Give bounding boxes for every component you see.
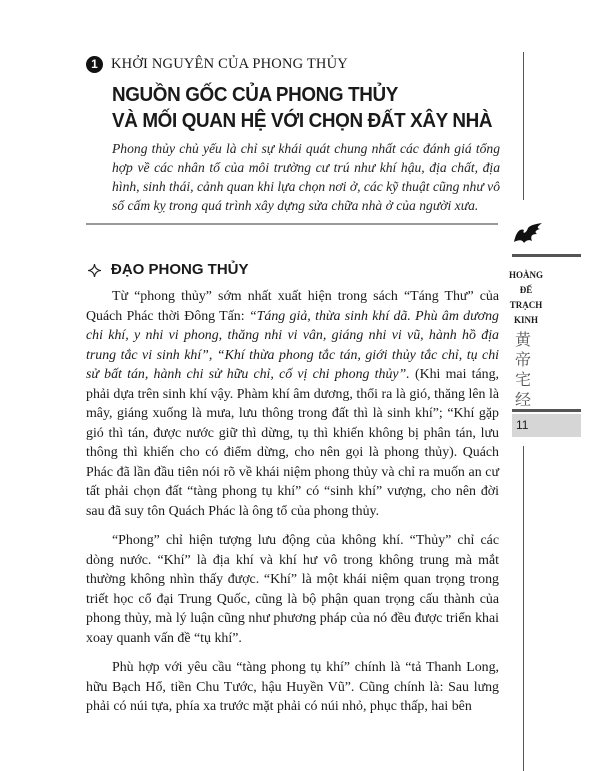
body-text (86, 287, 499, 717)
sidebar-bar-bottom (512, 409, 581, 412)
chinese-char: 帝 (514, 350, 531, 369)
book-title-word: HOÀNG (508, 270, 543, 280)
book-title-word: KINH (513, 315, 538, 325)
sidebar-line-top (523, 52, 524, 200)
chinese-char: 黄 (514, 330, 531, 349)
sidebar-bar-top (512, 254, 581, 257)
page-title (112, 82, 500, 134)
book-title (506, 268, 546, 328)
intro-paragraph: Phong thủy chủ yếu là chỉ sự khái quát chung nhất các đánh giá tổng hợp về các nhân tố của môi trường cư trú như khí hậu, địa chất, địa hình, sinh thái, cảnh quan khi lựa chọn nơi ở, các kỹ thuật cũng như vô số cấm kỵ trong quá trình xây dựng sửa chữa nhà ở của người xưa. (112, 141, 500, 213)
book-title-word: TRẠCH (509, 300, 543, 310)
chapter-number-badge: 1 (86, 56, 103, 73)
paragraph: Phù hợp với yêu cầu “tàng phong tụ khí” chính là “tả Thanh Long, hữu Bạch Hổ, tiền Chu Tước, hậu Huyền Vũ”. Cũng chính là: Sau lưng phải có núi tựa, phía xa trước mặt phải có núi nhỏ, phục thấp, hai bên (86, 660, 499, 714)
quote-text: “Táng giả, thừa sinh khí dã. Phù âm dương chi khí, y nhi vi phong, thăng nhi vi vân, giáng nhi vi vũ, hành hồ địa trung tắc vi sinh khí”, “Khí thừa phong tắc tán, giới thủy tắc chỉ, tụ chi sử bất tán, hành chi sử hữu chỉ, cố vị chi phong thủy”. (86, 308, 499, 382)
paragraph-text: Từ “phong thủy” sớm nhất xuất hiện trong sách “Táng Thư” của Quách Phác thời Đông Tấn: (86, 289, 499, 324)
chinese-char: 宅 (514, 370, 531, 389)
chapter-heading (86, 54, 500, 74)
paragraph: “Phong” chỉ hiện tượng lưu động của không khí. “Thủy” chỉ các dòng nước. “Khí” là địa khí và khí hư vô trong không trung mà mắt thường không nhìn thấy được. “Khí” là một khái niệm quan trọng trong triết học cổ đại Trung Quốc, cũng là bộ phận quan trọng cấu thành của phong thủy, mà lý luận cũng như phương pháp của nó đều được triển khai xoay quanh vấn đề “tụ khí”. (86, 533, 499, 646)
paragraph-text: (Khi mai táng, phải dựa trên sinh khí vậy. Phàm khí âm dương, thổi ra là gió, thăng lên là mây, giáng xuống là mưa, lưu thông trong đất thì là sinh khí”; “Khí gặp gió thì tán, được nước giữ thì dừng, tụ thì khiến không bị phân tán, lưu thông thì khiến cho có điểm dừng, cho nên gọi là phong thủy). Quách Phác đã lần đầu tiên nói rõ về khái niệm phong thủy và chỉ ra muốn an cư tất phải chọn đất “tàng phong tụ khí” có “sinh khí” vượng, cho nên đời sau đã suy tôn Quách Phác là ông tổ của phong thủy. (86, 367, 499, 519)
dragon-logo-icon (512, 222, 546, 249)
page-number: 11 (512, 414, 581, 437)
title-line-2: VÀ MỐI QUAN HỆ VỚI CHỌN ĐẤT XÂY NHÀ (112, 109, 493, 132)
chinese-char: 经 (514, 390, 531, 409)
chapter-label: KHỞI NGUYÊN CỦA PHONG THỦY (111, 56, 348, 72)
section-title: ĐẠO PHONG THỦY (111, 261, 249, 278)
chinese-title (512, 330, 534, 410)
main-column (86, 54, 500, 727)
divider (86, 223, 498, 225)
paragraph (86, 287, 499, 521)
book-title-word: ĐẾ (519, 285, 533, 295)
diamond-star-icon (88, 264, 101, 277)
section-heading (88, 261, 500, 279)
sidebar-line-bottom (523, 446, 524, 771)
title-line-1: NGUỒN GỐC CỦA PHONG THỦY (112, 83, 398, 106)
